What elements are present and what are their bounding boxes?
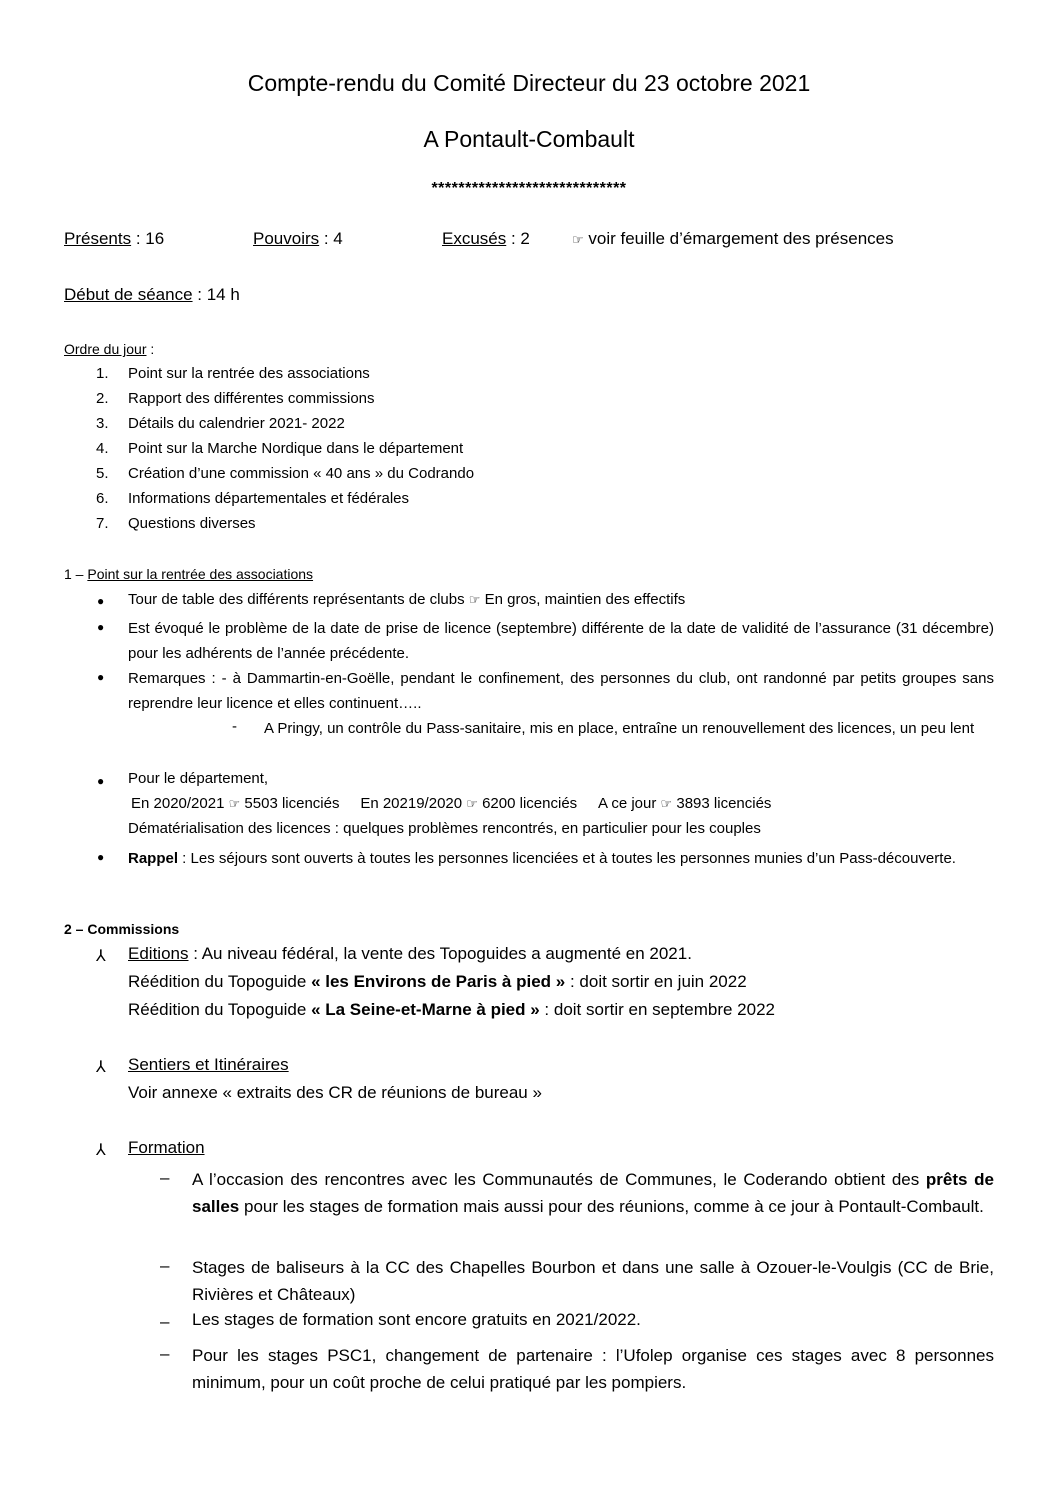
section1-bullet-5: Rappel : Les séjours sont ouverts à toutes les personnes licenciées et à toutes les personnes munies d’un Pass-découverte. — [128, 850, 956, 867]
section-marker-icon: ⅄ — [96, 948, 106, 965]
section1-bullet-4: Pour le département, — [128, 770, 269, 787]
pointing-hand-icon: ☞ — [572, 232, 584, 247]
dash-icon: – — [160, 1256, 170, 1275]
agenda-heading: Ordre du jour : — [64, 341, 155, 357]
session-start-label: Début de séance — [64, 285, 193, 304]
document-subtitle: A Pontault-Combault — [423, 126, 635, 152]
section1-heading: 1 – Point sur la rentrée des associations — [64, 566, 314, 582]
sentiers-text: Voir annexe « extraits des CR de réunions de bureau » — [128, 1083, 542, 1102]
formation-item-1: A l’occasion des rencontres avec les Communautés de Communes, le Coderando obtient des prêts de salles pour les stages de formation mais aussi pour des réunions, comme à ce jour à Pontault-Combault. — [192, 1170, 994, 1216]
pointing-hand-icon: ☞ — [660, 796, 673, 811]
formation-item-2: Stages de baliseurs à la CC des Chapelles Bourbon et dans une salle à Ozouer-le-Voulgis (CC de Brie, Rivières et Châteaux) — [192, 1258, 994, 1304]
bullet-icon: ● — [97, 670, 105, 684]
separator: ***************************** — [431, 180, 627, 197]
agenda-item: 2. — [96, 390, 109, 407]
formation-label: Formation — [128, 1138, 205, 1157]
agenda-item-text: Informations départementales et fédérales — [128, 490, 409, 507]
pouvoirs-line — [253, 229, 343, 249]
session-start-value: : 14 h — [192, 285, 240, 304]
agenda-item: 4. — [96, 440, 109, 457]
dash-icon: – — [160, 1344, 170, 1363]
editions-label: Editions — [128, 944, 189, 963]
session-start — [64, 285, 240, 305]
agenda-item-text: Questions diverses — [128, 515, 256, 532]
excuses-line — [442, 229, 530, 249]
bullet-icon: ● — [97, 850, 105, 864]
dash-icon: - — [232, 718, 237, 735]
pointing-hand-icon: ☞ — [468, 592, 481, 607]
editions-line: Editions : Au niveau fédéral, la vente des Topoguides a augmenté en 2021. — [128, 944, 692, 963]
attendance-note-text: voir feuille d’émargement des présences — [588, 229, 894, 248]
agenda-item-text: Détails du calendrier 2021- 2022 — [128, 415, 345, 432]
section2-heading: 2 – Commissions — [64, 921, 180, 937]
agenda-item: 6. — [96, 490, 109, 507]
agenda-item: 5. — [96, 465, 109, 482]
dash-icon: – — [160, 1312, 170, 1331]
pouvoirs-label: Pouvoirs — [253, 229, 320, 248]
agenda-item-text: Point sur la Marche Nordique dans le département — [128, 440, 464, 457]
section1-bullet-2: Est évoqué le problème de la date de prise de licence (septembre) différente de la date de validité de l’assurance (31 décembre) pour les adhérents de l’année précédente. — [128, 620, 994, 662]
sentiers-label: Sentiers et Itinéraires — [128, 1055, 289, 1074]
formation-item-4: Pour les stages PSC1, changement de partenaire : l’Ufolep organise ces stages avec 8 personnes minimum, pour un coût proche de celui pratiqué par les pompiers. — [192, 1346, 994, 1392]
document-title: Compte-rendu du Comité Directeur du 23 octobre 2021 — [247, 70, 811, 96]
presents-line — [64, 229, 164, 249]
section1-bullet-3: Remarques : - à Dammartin-en-Goëlle, pendant le confinement, des personnes du club, ont randonné par petits groupes sans reprendre leur licence et elles continuent….. — [128, 670, 994, 712]
agenda-label: Ordre du jour — [64, 341, 147, 357]
excuses-value: : 2 — [506, 229, 530, 248]
bullet-icon: ● — [97, 620, 105, 634]
pointing-hand-icon: ☞ — [228, 796, 241, 811]
agenda-item-text: Création d’une commission « 40 ans » du Codrando — [128, 465, 475, 482]
reedition-line-2: Réédition du Topoguide « La Seine-et-Marne à pied » : doit sortir en septembre 2022 — [128, 1000, 775, 1019]
agenda-item-text: Rapport des différentes commissions — [128, 390, 375, 407]
section1-bullet-1: Tour de table des différents représentants de clubs ☞ En gros, maintien des effectifs — [128, 591, 686, 608]
section-marker-icon: ⅄ — [96, 1059, 106, 1076]
dematerialisation-note: Dématérialisation des licences : quelques problèmes rencontrés, en particulier pour les couples — [128, 820, 761, 837]
attendance-note — [572, 229, 894, 249]
reedition-line-1: Réédition du Topoguide « les Environs de Paris à pied » : doit sortir en juin 2022 — [128, 972, 747, 991]
section1-bullet-3-sub: A Pringy, un contrôle du Pass-sanitaire, mis en place, entraîne un renouvellement des licences, un peu lent — [264, 720, 975, 737]
bullet-icon: ● — [97, 594, 105, 608]
agenda-item: 7. — [96, 515, 109, 532]
formation-item-3: Les stages de formation sont encore gratuits en 2021/2022. — [192, 1310, 641, 1329]
license-counts: En 2020/2021 ☞ 5503 licenciés En 20219/2020 ☞ 6200 licenciés A ce jour ☞ 3893 licenciés — [131, 795, 772, 812]
agenda-item: 1. — [96, 365, 109, 382]
section1-title: Point sur la rentrée des associations — [87, 566, 314, 582]
bullet-icon: ● — [97, 774, 105, 788]
section-marker-icon: ⅄ — [96, 1142, 106, 1159]
presents-value: : 16 — [131, 229, 165, 248]
dash-icon: – — [160, 1168, 170, 1187]
pointing-hand-icon: ☞ — [466, 796, 478, 811]
agenda-item: 3. — [96, 415, 109, 432]
agenda-item-text: Point sur la rentrée des associations — [128, 365, 370, 382]
excuses-label: Excusés — [442, 229, 507, 248]
pouvoirs-value: : 4 — [319, 229, 343, 248]
presents-label: Présents — [64, 229, 132, 248]
